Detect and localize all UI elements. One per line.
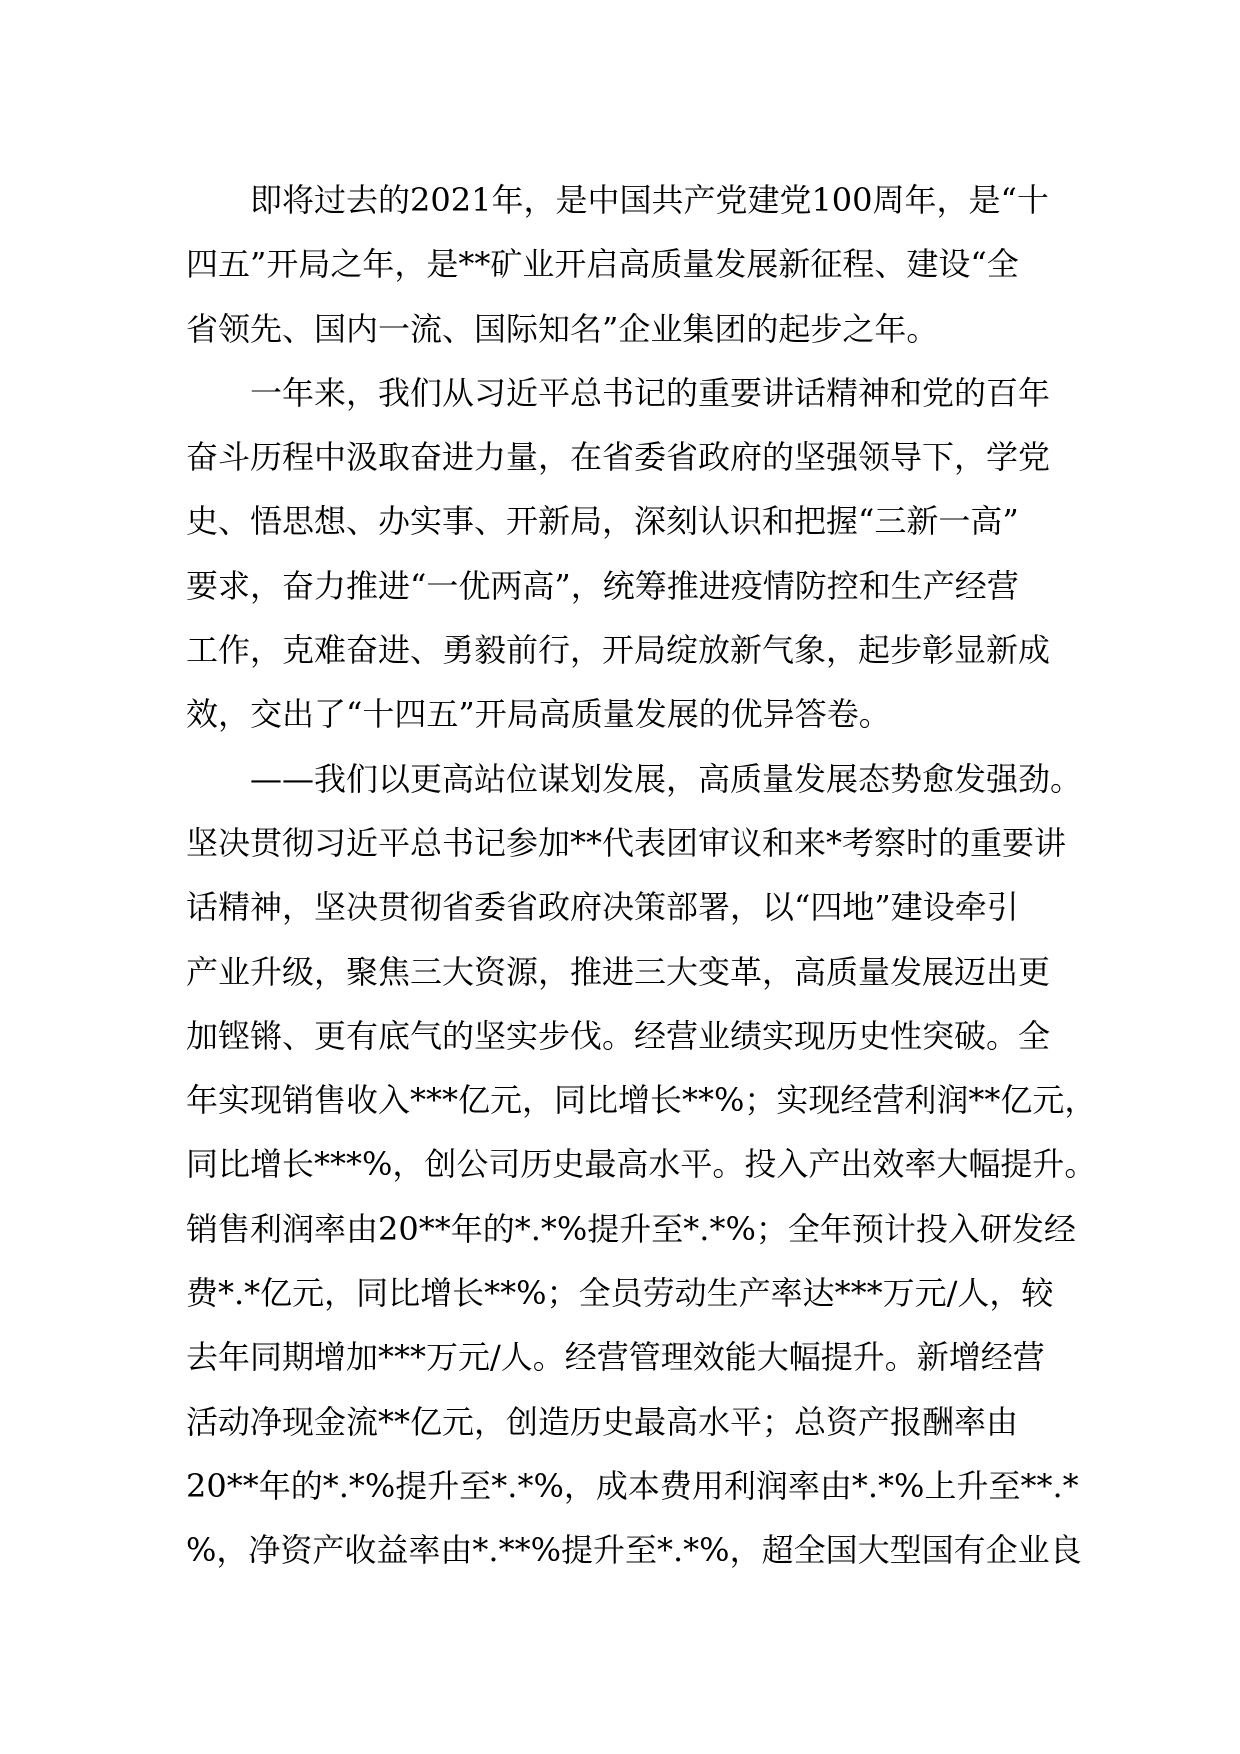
text-line: 四五”开局之年，是**矿业开启高质量发展新征程、建设“全: [186, 245, 1019, 284]
text-line: 工作，克难奋进、勇毅前行，开局绽放新气象，起步彰显新成: [186, 631, 1051, 670]
text-line: %，净资产收益率由*.**%提升至*.*%，超全国大型国有企业良: [186, 1531, 1082, 1570]
text-line: 产业升级，聚焦三大资源，推进三大变革，高质量发展迈出更: [186, 952, 1051, 991]
text-line: 省领先、国内一流、国际知名”企业集团的起步之年。: [186, 309, 939, 348]
text-line: 即将过去的2021年，是中国共产党建党100周年，是“十: [186, 181, 1049, 219]
body-text: [186, 168, 1097, 1583]
text-line: 一年来，我们从习近平总书记的重要讲话精神和党的百年: [186, 373, 1051, 412]
text-line: 坚决贯彻习近平总书记参加**代表团审议和来*考察时的重要讲: [186, 823, 1067, 862]
text-line: 销售利润率由20**年的*.*%提升至*.*%；全年预计投入研发经: [186, 1209, 1076, 1248]
text-line: ——我们以更高站位谋划发展，高质量发展态势愈发强劲。: [186, 759, 1083, 798]
text-line: 年实现销售收入***亿元，同比增长**%；实现经营利润**亿元，: [186, 1081, 1097, 1120]
text-line: 20**年的*.*%提升至*.*%，成本费用利润率由*.*%上升至**.*: [186, 1466, 1079, 1505]
text-line: 要求，奋力推进“一优两高”，统筹推进疫情防控和生产经营: [186, 566, 1019, 605]
text-line: 费*.*亿元，同比增长**%；全员劳动生产率达***万元/人，较: [186, 1274, 1054, 1313]
text-line: 史、悟思想、办实事、开新局，深刻认识和把握“三新一高”: [186, 502, 1019, 541]
text-line: 同比增长***%，创公司历史最高水平。投入产出效率大幅提升。: [186, 1145, 1097, 1184]
text-line: 话精神，坚决贯彻省委省政府决策部署，以“四地”建设牵引: [186, 888, 1019, 927]
text-line: 奋斗历程中汲取奋进力量，在省委省政府的坚强领导下，学党: [186, 438, 1051, 477]
text-line: 加铿锵、更有底气的坚实步伐。经营业绩实现历史性突破。全: [186, 1016, 1051, 1055]
text-line: 效，交出了“十四五”开局高质量发展的优异答卷。: [186, 695, 891, 734]
text-line: 活动净现金流**亿元，创造历史最高水平；总资产报酬率由: [186, 1402, 1019, 1441]
text-line: 去年同期增加***万元/人。经营管理效能大幅提升。新增经营: [186, 1338, 1045, 1377]
